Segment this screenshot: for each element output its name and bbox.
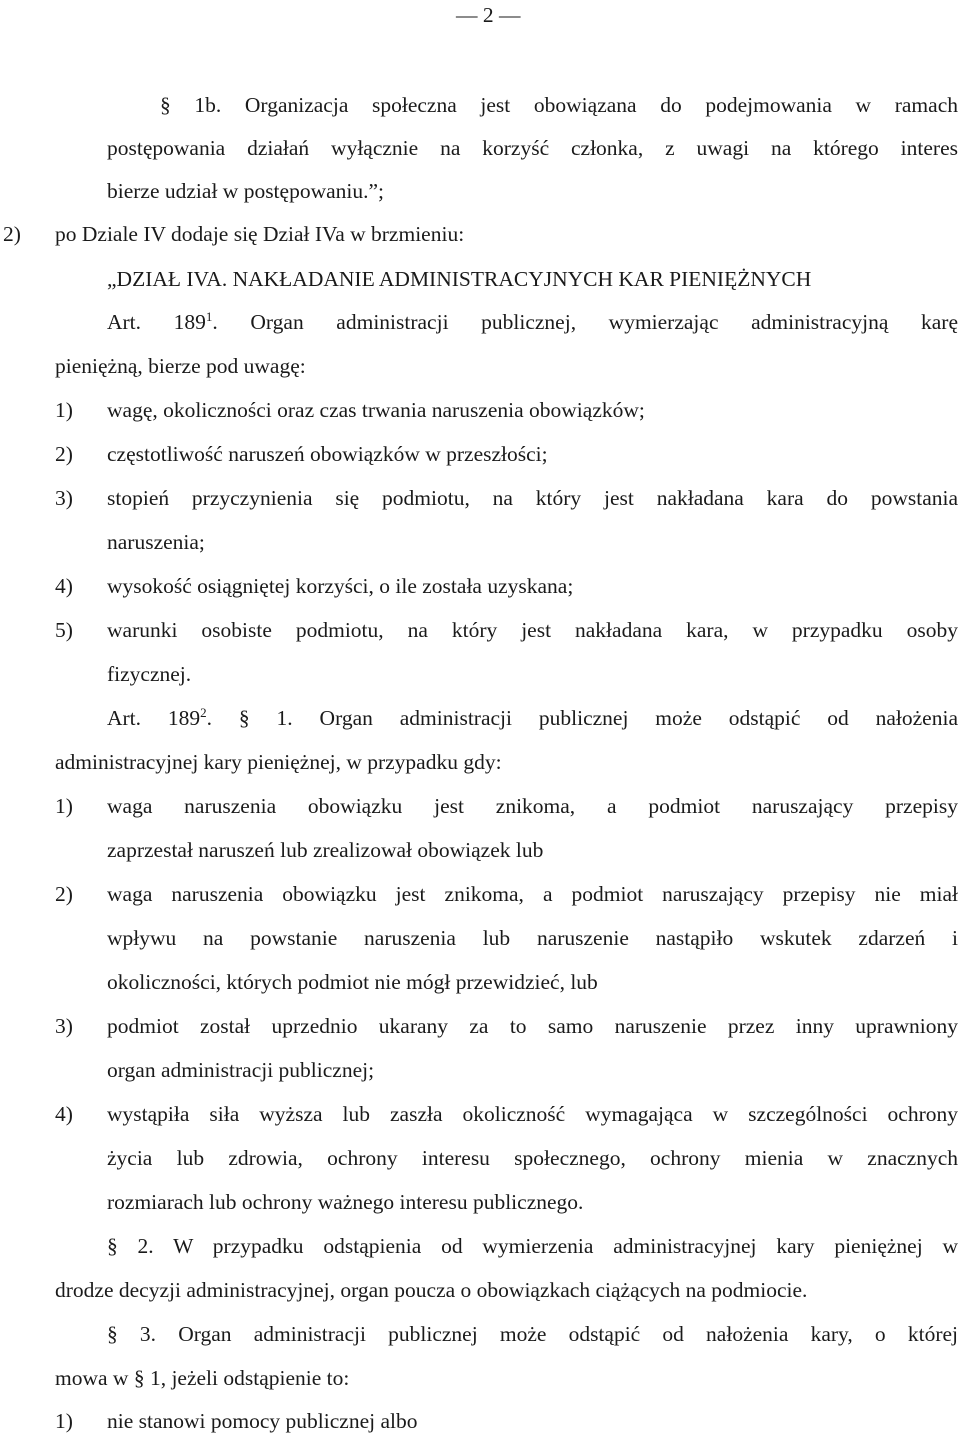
list-item-number: 1): [55, 794, 73, 818]
list-item-text: częstotliwość naruszeń obowiązków w przeszłości;: [107, 442, 548, 466]
art-189-2-line-2: administracyjnej kary pieniężnej, w przypadku gdy:: [55, 750, 502, 774]
art-189-1-superscript: 1: [205, 308, 213, 324]
list-item-number: 1): [55, 398, 73, 422]
art-189-1-line-1: [107, 307, 958, 337]
list-item-text: wysokość osiągniętej korzyści, o ile została uzyskana;: [107, 574, 574, 598]
art-189-2-superscript: 2: [200, 704, 207, 720]
list-item-text: stopień przyczynienia się podmiotu, na który jest nakładana kara do powstania: [107, 486, 958, 510]
list-item-number: 1): [55, 1409, 73, 1433]
list-item-text: podmiot został uprzednio ukarany za to samo naruszenie przez inny uprawniony: [107, 1014, 958, 1038]
paragraph-1b-line-2: postępowania działań wyłącznie na korzyść członka, z uwagi na którego interes: [107, 136, 958, 160]
list-item-text: waga naruszenia obowiązku jest znikoma, a podmiot naruszający przepisy nie miał: [107, 882, 958, 906]
art-189-1-label: Art. 189: [107, 310, 206, 334]
art-189-1-text: . Organ administracji publicznej, wymierzając administracyjną karę: [212, 310, 958, 334]
list-item-text: wagę, okoliczności oraz czas trwania naruszenia obowiązków;: [107, 398, 645, 422]
list-item-text: życia lub zdrowia, ochrony interesu społecznego, ochrony mienia w znacznych: [107, 1146, 958, 1170]
list-item-text: rozmiarach lub ochrony ważnego interesu publicznego.: [107, 1190, 584, 1214]
list-item-text: zaprzestał naruszeń lub zrealizował obowiązek lub: [107, 838, 544, 862]
paragraph-3-line-1: § 3. Organ administracji publicznej może odstąpić od nałożenia kary, o której: [107, 1322, 958, 1346]
list-item-text: naruszenia;: [107, 530, 205, 554]
art-189-1-line-2: pieniężną, bierze pod uwagę:: [55, 354, 306, 378]
paragraph-2-line-1: § 2. W przypadku odstąpienia od wymierzenia administracyjnej kary pieniężnej w: [107, 1234, 958, 1258]
list-item-number: 3): [55, 486, 73, 510]
list-item-text: fizycznej.: [107, 662, 192, 686]
art-189-2-line-1: [107, 703, 958, 733]
paragraph-2-line-2: drodze decyzji administracyjnej, organ poucza o obowiązkach ciążących na podmiocie.: [55, 1278, 808, 1302]
paragraph-1b-line-1: § 1b. Organizacja społeczna jest obowiązana do podejmowania w ramach: [160, 93, 958, 117]
point-2-text: po Dziale IV dodaje się Dział IVa w brzmieniu:: [55, 222, 465, 246]
list-item-text: wpływu na powstanie naruszenia lub naruszenie nastąpiło wskutek zdarzeń i: [107, 926, 958, 950]
list-item-number: 2): [55, 442, 73, 466]
list-item-text: nie stanowi pomocy publicznej albo: [107, 1409, 418, 1433]
list-item-number: 2): [55, 882, 73, 906]
list-item-text: wystąpiła siła wyższa lub zaszła okoliczność wymagająca w szczególności ochrony: [107, 1102, 958, 1126]
art-189-2-text: . § 1. Organ administracji publicznej może odstąpić od nałożenia: [206, 706, 958, 730]
list-item-text: okoliczności, których podmiot nie mógł przewidzieć, lub: [107, 970, 598, 994]
list-item-number: 4): [55, 1102, 73, 1126]
list-item-text: warunki osobiste podmiotu, na który jest nakładana kara, w przypadku osoby: [107, 618, 958, 642]
art-189-2-label: Art. 189: [107, 706, 201, 730]
section-title: „DZIAŁ IVA. NAKŁADANIE ADMINISTRACYJNYCH KAR PIENIĘŻNYCH: [107, 267, 812, 291]
page-number: — 2 —: [456, 3, 521, 27]
list-item-text: waga naruszenia obowiązku jest znikoma, a podmiot naruszający przepisy: [107, 794, 958, 818]
list-item-number: 4): [55, 574, 73, 598]
list-item-number: 5): [55, 618, 73, 642]
list-item-text: organ administracji publicznej;: [107, 1058, 375, 1082]
paragraph-1b-line-3: bierze udział w postępowaniu.”;: [107, 179, 385, 203]
list-item-number: 3): [55, 1014, 73, 1038]
point-2-number: 2): [3, 222, 21, 246]
paragraph-3-line-2: mowa w § 1, jeżeli odstąpienie to:: [55, 1366, 350, 1390]
